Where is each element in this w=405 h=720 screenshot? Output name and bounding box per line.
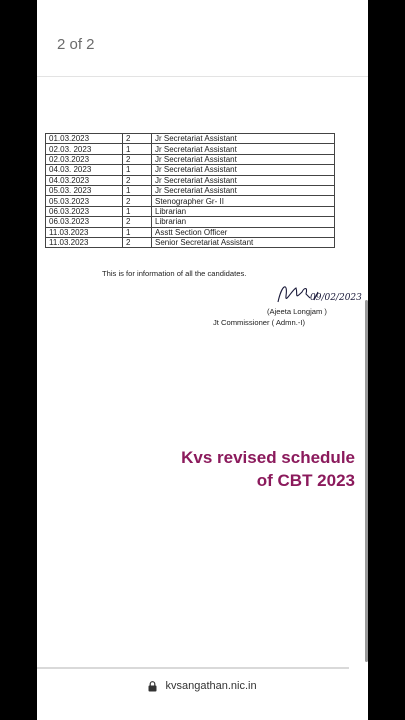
cell-post-name: Jr Secretariat Assistant — [152, 144, 335, 154]
table-row — [46, 185, 335, 195]
caption-line-1: Kvs revised schedule — [181, 448, 355, 467]
cell-shift: 2 — [123, 237, 152, 247]
url-bar[interactable] — [37, 680, 368, 692]
document-page[interactable] — [37, 0, 368, 720]
cell-post-name: Jr Secretariat Assistant — [152, 185, 335, 195]
table-row — [46, 134, 335, 144]
bottom-divider — [37, 667, 349, 669]
information-note: This is for information of all the candidates. — [102, 269, 247, 278]
cell-exam-date: 02.03. 2023 — [46, 144, 123, 154]
cell-exam-date: 04.03.2023 — [46, 175, 123, 185]
table-row — [46, 175, 335, 185]
table-row — [46, 154, 335, 164]
cell-post-name: Jr Secretariat Assistant — [152, 134, 335, 144]
scrollbar[interactable] — [365, 300, 368, 662]
header-divider — [37, 76, 368, 77]
cell-shift: 2 — [123, 175, 152, 185]
page-indicator: 2 of 2 — [57, 36, 95, 53]
cell-exam-date: 06.03.2023 — [46, 206, 123, 216]
cell-exam-date: 04.03. 2023 — [46, 165, 123, 175]
table-row — [46, 217, 335, 227]
cell-exam-date: 01.03.2023 — [46, 134, 123, 144]
cell-post-name: Asstt Section Officer — [152, 227, 335, 237]
cell-post-name: Senior Secretariat Assistant — [152, 237, 335, 247]
signatory-title: Jt Commissioner ( Admn.-I) — [213, 318, 305, 327]
table-row — [46, 206, 335, 216]
cell-exam-date: 02.03.2023 — [46, 154, 123, 164]
url-text: kvsangathan.nic.in — [165, 680, 257, 693]
cell-post-name: Stenographer Gr- II — [152, 196, 335, 206]
handwritten-signature — [274, 280, 364, 310]
overlay-caption — [181, 446, 355, 492]
signature-date: 09/02/2023 — [310, 293, 362, 303]
cell-shift: 2 — [123, 154, 152, 164]
cell-exam-date: 05.03. 2023 — [46, 185, 123, 195]
cell-shift: 1 — [123, 227, 152, 237]
table-row — [46, 237, 335, 247]
cell-post-name: Jr Secretariat Assistant — [152, 175, 335, 185]
cell-shift: 2 — [123, 134, 152, 144]
cell-post-name: Librarian — [152, 206, 335, 216]
cell-shift: 1 — [123, 165, 152, 175]
cell-shift: 1 — [123, 206, 152, 216]
cell-exam-date: 11.03.2023 — [46, 227, 123, 237]
cell-post-name: Librarian — [152, 217, 335, 227]
schedule-table — [45, 133, 335, 248]
schedule-table-body — [46, 134, 335, 248]
cell-exam-date: 06.03.2023 — [46, 217, 123, 227]
cell-shift: 2 — [123, 196, 152, 206]
cell-exam-date: 11.03.2023 — [46, 237, 123, 247]
table-row — [46, 144, 335, 154]
cell-post-name: Jr Secretariat Assistant — [152, 165, 335, 175]
lock-icon — [148, 681, 157, 692]
cell-shift: 1 — [123, 144, 152, 154]
table-row — [46, 227, 335, 237]
cell-shift: 1 — [123, 185, 152, 195]
cell-post-name: Jr Secretariat Assistant — [152, 154, 335, 164]
cell-shift: 2 — [123, 217, 152, 227]
cell-exam-date: 05.03.2023 — [46, 196, 123, 206]
table-row — [46, 196, 335, 206]
signatory-name: (Ajeeta Longjam ) — [267, 307, 327, 316]
table-row — [46, 165, 335, 175]
caption-line-2: of CBT 2023 — [256, 471, 355, 490]
